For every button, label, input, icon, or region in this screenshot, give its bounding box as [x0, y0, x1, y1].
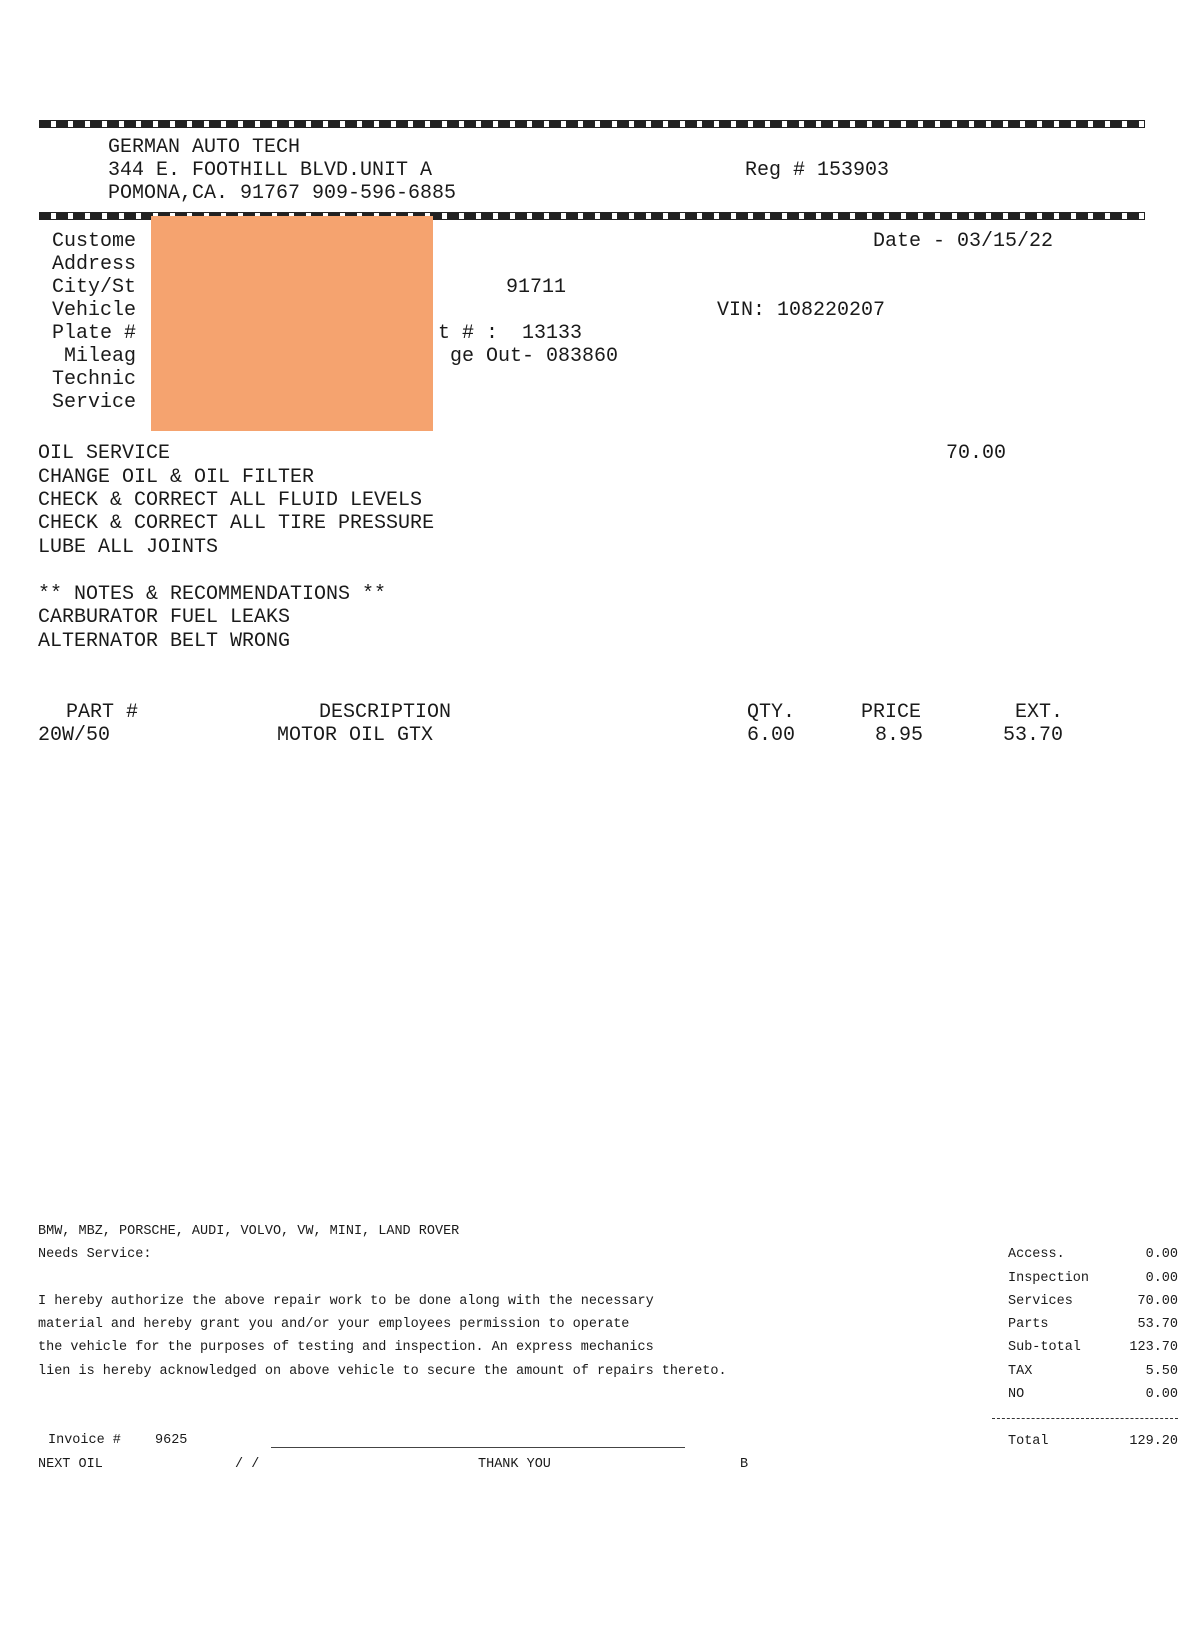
service-line: CHECK & CORRECT ALL FLUID LEVELS [38, 489, 423, 512]
total-label: Total [1008, 1434, 1049, 1449]
shop-address: 344 E. FOOTHILL BLVD.UNIT A [108, 159, 433, 182]
mileage-out: ge Out- 083860 [450, 345, 619, 368]
service-price: 70.00 [946, 442, 1007, 465]
authorization-line: material and hereby grant you and/or your employees permission to operate [38, 1317, 630, 1332]
zip-code: 91711 [506, 276, 567, 299]
totals-label: Services [1008, 1294, 1073, 1309]
part-ext: 53.70 [1003, 724, 1064, 747]
authorization-line: lien is hereby acknowledged on above vehicle to secure the amount of repairs thereto. [38, 1364, 727, 1379]
authorization-line: I hereby authorize the above repair work to be done along with the necessary [38, 1294, 654, 1309]
part-price: 8.95 [875, 724, 924, 747]
part-description: MOTOR OIL GTX [277, 724, 434, 747]
totals-label: NO [1008, 1387, 1025, 1402]
shop-name: GERMAN AUTO TECH [108, 136, 301, 159]
totals-label: Access. [1008, 1247, 1065, 1262]
part-number: 20W/50 [38, 724, 111, 747]
signature-line [271, 1447, 685, 1448]
needs-service-label: Needs Service: [38, 1247, 152, 1262]
totals-value: 123.70 [1129, 1340, 1178, 1355]
invoice-number-label: Invoice # [48, 1433, 121, 1448]
totals-value: 53.70 [1137, 1317, 1178, 1332]
service-line: CHANGE OIL & OIL FILTER [38, 466, 315, 489]
registration-number: Reg # 153903 [745, 159, 890, 182]
totals-value: 5.50 [1145, 1364, 1178, 1379]
totals-label: Sub-total [1008, 1340, 1081, 1355]
top-divider [39, 120, 1145, 128]
technician-label: Technic [52, 368, 137, 391]
vin-number: VIN: 108220207 [717, 299, 886, 322]
customer-label: Custome [52, 230, 137, 253]
totals-value: 70.00 [1137, 1294, 1178, 1309]
totals-label: Inspection [1008, 1271, 1090, 1286]
parts-header-price: PRICE [861, 701, 922, 724]
redaction-block [151, 216, 433, 431]
plate-label: Plate # [52, 322, 137, 345]
note-line: CARBURATOR FUEL LEAKS [38, 606, 291, 629]
parts-header-part: PART # [66, 701, 139, 724]
supported-makes: BMW, MBZ, PORSCHE, AUDI, VOLVO, VW, MINI, LAND ROVER [38, 1224, 460, 1239]
authorization-line: the vehicle for the purposes of testing and inspection. An express mechanics [38, 1340, 654, 1355]
note-line: ALTERNATOR BELT WRONG [38, 630, 291, 653]
city-state-label: City/St [52, 276, 137, 299]
signature-mark: B [740, 1457, 749, 1472]
part-qty: 6.00 [747, 724, 796, 747]
totals-value: 0.00 [1145, 1271, 1178, 1286]
vehicle-label: Vehicle [52, 299, 137, 322]
next-oil-date: / / [235, 1457, 260, 1472]
address-label: Address [52, 253, 137, 276]
service-line: LUBE ALL JOINTS [38, 536, 219, 559]
invoice-number: 9625 [155, 1433, 188, 1448]
totals-label: Parts [1008, 1317, 1049, 1332]
notes-header: ** NOTES & RECOMMENDATIONS ** [38, 583, 387, 606]
parts-header-ext: EXT. [1015, 701, 1064, 724]
thank-you-text: THANK YOU [478, 1457, 551, 1472]
service-line: CHECK & CORRECT ALL TIRE PRESSURE [38, 512, 435, 535]
unit-number: t # : 13133 [438, 322, 583, 345]
parts-header-description: DESCRIPTION [319, 701, 452, 724]
total-value: 129.20 [1129, 1434, 1178, 1449]
service-writer-label: Service [52, 391, 137, 414]
mileage-label: Mileag [64, 345, 137, 368]
parts-header-qty: QTY. [747, 701, 796, 724]
totals-label: TAX [1008, 1364, 1033, 1379]
service-title: OIL SERVICE [38, 442, 171, 465]
invoice-date: Date - 03/15/22 [873, 230, 1054, 253]
next-oil-label: NEXT OIL [38, 1457, 103, 1472]
totals-value: 0.00 [1145, 1387, 1178, 1402]
totals-divider [992, 1418, 1178, 1419]
shop-city-phone: POMONA,CA. 91767 909-596-6885 [108, 182, 457, 205]
totals-value: 0.00 [1145, 1247, 1178, 1262]
